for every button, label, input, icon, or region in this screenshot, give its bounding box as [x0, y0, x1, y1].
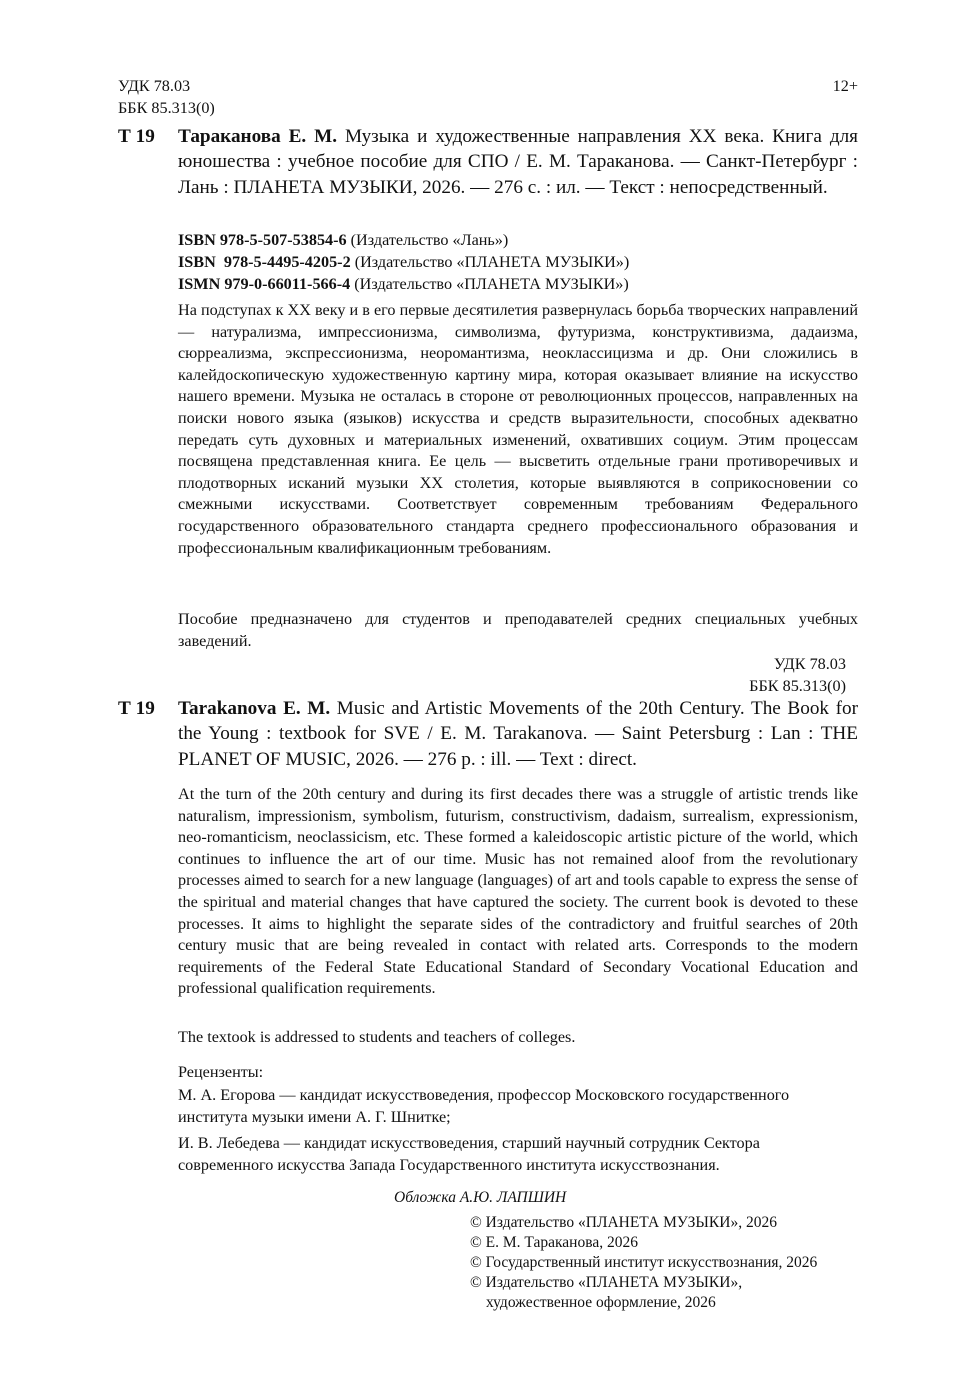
reviewer-item: М. А. Егорова — кандидат искусствоведения, профессор Московского государственного института музыки имени А. Г. Шнитке; — [178, 1086, 790, 1126]
ru-annotation: На подступах к XX веку и в его первые десятилетия развернулась борьба творческих направлений — натурализма, импрессионизма, символизма, футуризма, конструктивизма, дадаизма, сюрреализма, экспрессионизма, неоромантизма, неоклассицизма и др. Они сложились в калейдоскопическую художественную картину мира, которая оказывает влияние на искусство нашего времени. Музыка не осталась в стороне от революционных процессов, направленных на поиски нового языка (языков) искусства и средств выразительности, способных адекватно передать суть духовных и материальных изменений, охвативших социум. Этим процессам посвящена представленная книга. Ее цель — высветить отдельные грани противоречивых и плодотворных исканий музыки XX столетия, которые выявляются в соприкосновении со смежными искусствами. Соответствует современным требованиям Федерального государственного образовательного стандарта среднего профессионального образования и профессиональным квалификационным требованиям. — [178, 301, 858, 557]
cover-credit: Обложка А.Ю. ЛАПШИН — [394, 1189, 567, 1206]
en-entry-code: Т 19 — [118, 698, 155, 719]
isbn-line — [178, 252, 629, 274]
en-bibliographic-text: Music and Artistic Movements of the 20th Century. The Book for the Young : textbook for SVE / E. M. Tarakanova. — Saint Petersburg : Lan : THE PLANET OF MUSIC, 2026. — 276 p. : ill. — Text : direct. — [178, 698, 858, 770]
ismn-publisher: (Издательство «ПЛАНЕТА МУЗЫКИ») — [354, 275, 629, 293]
reviewers-heading: Рецензенты: — [178, 1063, 264, 1081]
udk-header: УДК 78.03 — [118, 77, 191, 95]
en-audience: The textook is addressed to students and teachers of colleges. — [178, 1028, 576, 1046]
isbn-publisher: (Издательство «ПЛАНЕТА МУЗЫКИ») — [354, 253, 630, 271]
bbk-header: ББК 85.313(0) — [118, 99, 215, 117]
reviewer-item: И. В. Лебедева — кандидат искусствоведения, старший научный сотрудник Сектора современного искусства Запада Государственного института искусствознания. — [178, 1134, 760, 1174]
ru-audience: Пособие предназначено для студентов и преподавателей средних специальных учебных заведений. — [178, 610, 858, 650]
isbn-publisher: (Издательство «Лань») — [350, 231, 509, 249]
ru-author: Тараканова Е. М. — [178, 126, 338, 147]
isbn-number: ISBN 978-5-4495-4205-2 — [178, 253, 351, 271]
isbn-line — [178, 230, 508, 252]
copyright-line: художественное оформление, 2026 — [486, 1294, 716, 1311]
copyright-line: © Издательство «ПЛАНЕТА МУЗЫКИ», — [470, 1274, 743, 1291]
en-author: Tarakanova E. M. — [178, 698, 331, 719]
ru-bbk: ББК 85.313(0) — [749, 677, 846, 695]
isbn-number: ISBN 978-5-507-53854-6 — [178, 231, 347, 249]
ru-bibliographic-record — [178, 124, 858, 200]
ru-entry-code: Т 19 — [118, 126, 155, 147]
age-rating: 12+ — [832, 77, 858, 95]
copyright-line: © Е. М. Тараканова, 2026 — [470, 1234, 638, 1251]
ismn-number: ISMN 979-0-66011-566-4 — [178, 275, 351, 293]
ru-bibliographic-text: Музыка и художественные направления XX века. Книга для юношества : учебное пособие для СПО / Е. М. Тараканова. — Санкт-Петербург : Лань : ПЛАНЕТА МУЗЫКИ, 2026. — 276 с. : ил. — Текст : непосредственный. — [178, 126, 858, 198]
ismn-line — [178, 274, 629, 296]
en-annotation: At the turn of the 20th century and during its first decades there was a struggle of artistic trends like naturalism, impressionism, symbolism, futurism, constructivism, dadaism, surrealism, expressionism, neo-romanticism, neoclassicism, etc. These formed a kaleidoscopic artistic picture of the world, which continues to influence the art of our time. Music has not remained aloof from the revolutionary processes aimed to search for a new language (languages) of art and tools capable to express the sense of the spiritual and material changes that have captured the society. The current book is devoted to these processes. It aims to highlight the separate sides of the contradictory and fruitful searches of 20th century music that are being revealed in contact with related arts. Corresponds to the modern requirements of the Federal State Educational Standard of Secondary Vocational Education and professional qualification requirements. — [178, 785, 858, 998]
copyright-line: © Издательство «ПЛАНЕТА МУЗЫКИ», 2026 — [470, 1214, 777, 1231]
copyright-list — [470, 1213, 817, 1313]
en-bibliographic-record — [178, 696, 858, 772]
copyright-line: © Государственный институт искусствознания, 2026 — [470, 1254, 818, 1271]
ru-udk: УДК 78.03 — [773, 655, 846, 673]
